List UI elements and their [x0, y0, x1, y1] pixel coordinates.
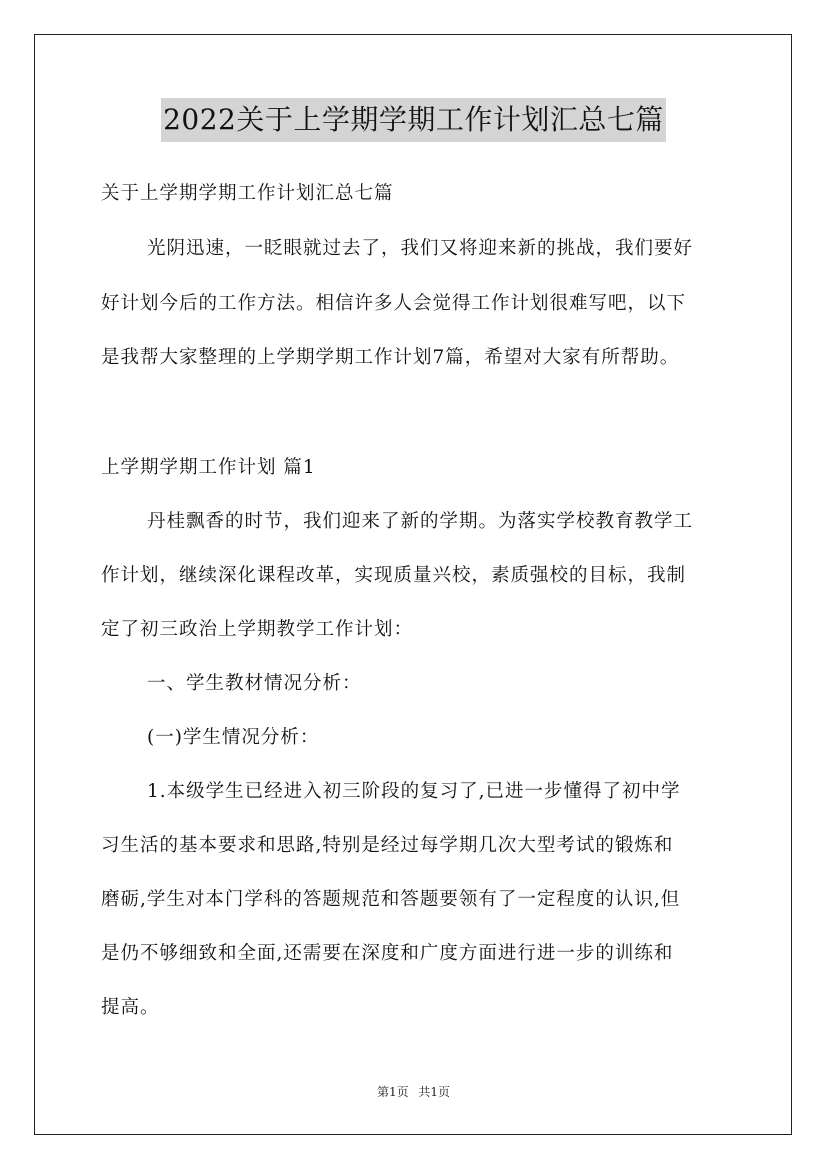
- para1-line-1: 丹桂飘香的时节，我们迎来了新的学期。为落实学校教育教学工: [147, 511, 694, 532]
- para2-line-2: 习生活的基本要求和思路,特别是经过每学期几次大型考试的锻炼和: [101, 835, 674, 856]
- page-total: 共1页: [418, 1085, 451, 1099]
- heading-analysis: 一、学生教材情况分析：: [147, 673, 362, 694]
- page-footer: [0, 1083, 827, 1100]
- heading-student-analysis: (一)学生情况分析：: [147, 727, 320, 748]
- para1-line-3: 定了初三政治上学期教学工作计划：: [101, 619, 414, 640]
- para1-line-2: 作计划，继续深化课程改革，实现质量兴校，素质强校的目标，我制: [101, 565, 687, 586]
- intro-line-2: 好计划今后的工作方法。相信许多人会觉得工作计划很难写吧，以下: [101, 293, 687, 314]
- title-container: [0, 98, 827, 142]
- para2-line-4: 是仍不够细致和全面,还需要在深度和广度方面进行进一步的训练和: [101, 943, 674, 964]
- para2-line-5: 提高。: [101, 997, 160, 1018]
- para2-line-1: 1.本级学生已经进入初三阶段的复习了,已进一步懂得了初中学: [147, 781, 681, 802]
- intro-line-1: 光阴迅速，一眨眼就过去了，我们又将迎来新的挑战，我们要好: [147, 238, 694, 259]
- page-number: 第1页: [376, 1085, 409, 1099]
- document-title: 2022关于上学期学期工作计划汇总七篇: [161, 98, 666, 142]
- document-subtitle: 关于上学期学期工作计划汇总七篇: [101, 183, 394, 204]
- intro-line-3: 是我帮大家整理的上学期学期工作计划7篇，希望对大家有所帮助。: [101, 347, 680, 368]
- section-heading: 上学期学期工作计划 篇1: [101, 457, 316, 478]
- para2-line-3: 磨砺,学生对本门学科的答题规范和答题要领有了一定程度的认识,但: [101, 889, 681, 910]
